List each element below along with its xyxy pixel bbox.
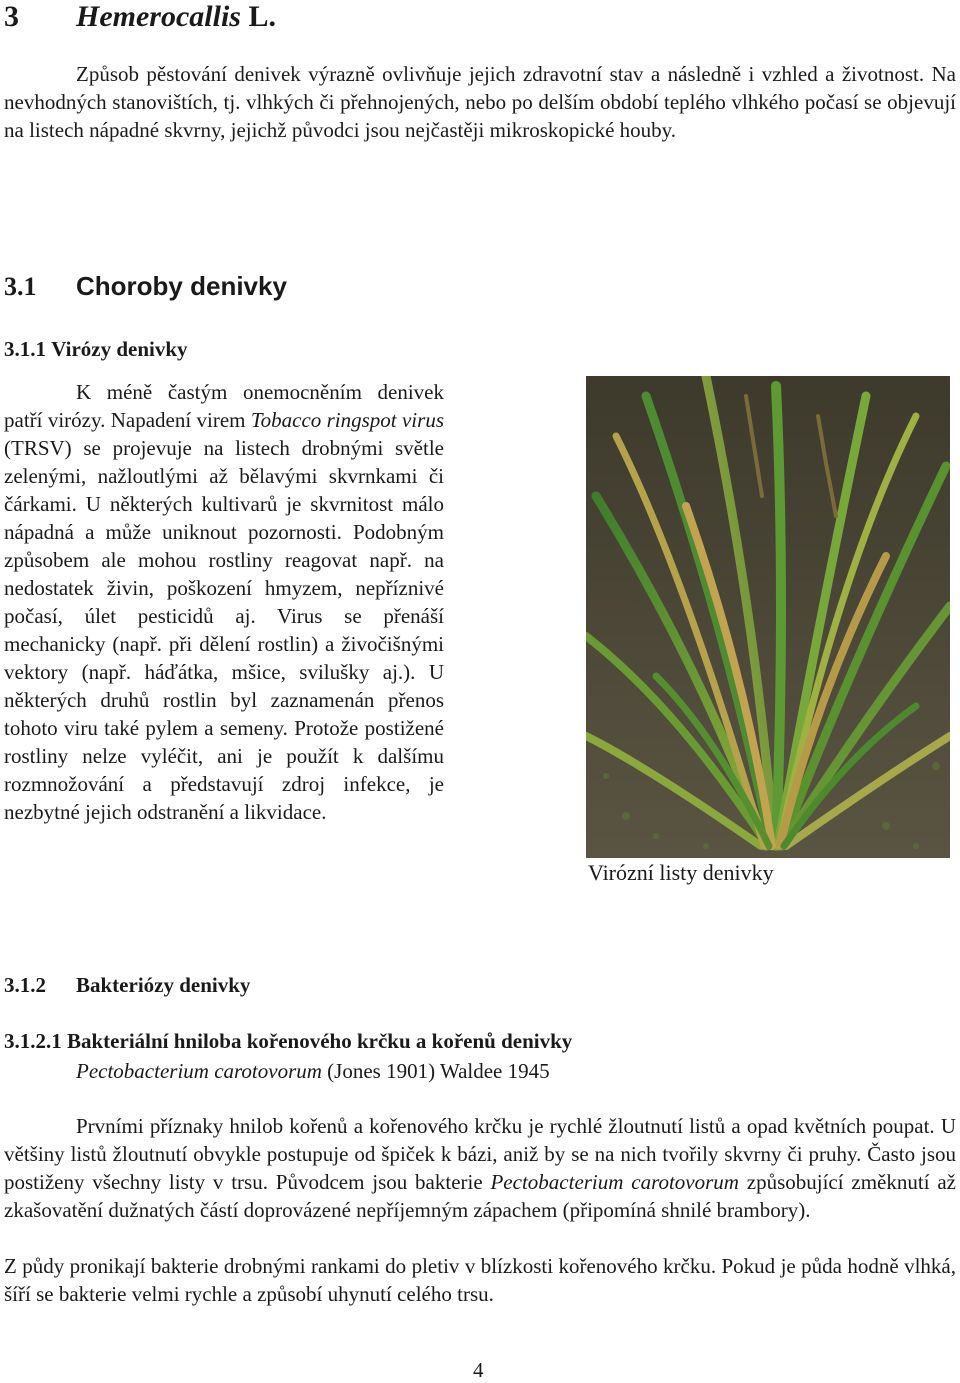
bacteriosis-paragraph-1 — [4, 1112, 956, 1224]
section-3-1-2-1-number: 3.1.2.1 — [4, 1029, 62, 1053]
bacteriosis-text-2: způsobující změknutí až zkašovatění dužnatých částí doprovázené nepříjemným zápachem (připomíná shnilé brambory). — [4, 1170, 956, 1222]
virus-name: Tobacco ringspot virus — [250, 408, 444, 432]
viroses-text-1: K méně častým onemocněním denivek patří virózy. Napadení virem — [4, 380, 444, 432]
section-3-1-1-heading — [4, 337, 188, 362]
intro-paragraph — [4, 60, 956, 144]
viroses-paragraph — [4, 378, 444, 826]
viroses-text-2: (TRSV) se projevuje na listech drobnými světle zelenými, nažloutlými až bělavými skvrnkami či čárkami. U některých kultivarů je skvrnitost málo nápadná a může uniknout pozornosti. Podobným způsobem ale mohou rostliny reagovat např. na nedostatek živin, poškození hmyzem, nepříznivé počasí, úlet pesticidů aj. Virus se přenáší mechanicky (např. při dělení rostlin) a živočišnými vektory (např. háďátka, mšice, svilušky aj.). U některých druhů rostlin byl zaznamenán přenos tohoto viru také pylem a semeny. Protože postižené rostliny nelze vyléčit, ani je použít k dalšímu rozmnožování a představují zdroj infekce, je nezbytné jejich odstranění a likvidace. — [4, 436, 444, 824]
section-3-1-2-1-title: Bakteriální hniloba kořenového krčku a kořenů denivky — [67, 1029, 573, 1053]
pathogen-name: Pectobacterium carotovorum — [76, 1059, 322, 1083]
pathogen-authority: (Jones 1901) Waldee 1945 — [321, 1059, 550, 1083]
section-3-1-2-1-heading — [4, 1029, 572, 1054]
page-number: 4 — [473, 1358, 484, 1382]
photo-caption: Virózní listy denivky — [588, 860, 774, 885]
section-3-1-2-heading — [4, 973, 250, 998]
section-3-1-1-title: Virózy denivky — [51, 337, 188, 361]
bacteriosis-text-1: Prvními příznaky hnilob kořenů a kořenového krčku je rychlé žloutnutí listů a opad květních poupat. U většiny listů žloutnutí obvykle postupuje od špiček k bázi, aniž by se na nich tvořily skvrny či pruhy. Často jsou postiženy všechny listy v trsu. Původcem jsou bakterie — [4, 1114, 956, 1194]
pathogen-line — [76, 1057, 550, 1085]
bacteriosis-pathogen: Pectobacterium carotovorum — [490, 1170, 739, 1194]
bacteriosis-text-3: Z půdy pronikají bakterie drobnými rankami do pletiv v blízkosti kořenového krčku. Pokud je půda hodně vlhká, šíří se bakterie velmi rychle a způsobí uhynutí celého trsu. — [4, 1254, 956, 1306]
bacteriosis-paragraph-2 — [4, 1252, 956, 1308]
chapter-heading — [4, 0, 276, 34]
section-3-1-title: Choroby denivky — [76, 271, 287, 301]
section-3-1-2-title: Bakteriózy denivky — [76, 973, 251, 997]
viral-leaves-photo — [586, 376, 950, 858]
section-3-1-2-number: 3.1.2 — [4, 973, 46, 997]
chapter-title-suffix: L. — [240, 0, 276, 33]
section-3-1-number: 3.1 — [4, 272, 37, 301]
chapter-number: 3 — [4, 0, 19, 33]
chapter-title-genus: Hemerocallis — [76, 0, 241, 33]
section-3-1-1-number: 3.1.1 — [4, 337, 46, 361]
section-3-1-heading — [4, 271, 287, 302]
intro-text: Způsob pěstování denivek výrazně ovlivňuje jejich zdravotní stav a následně i vzhled a životnost. Na nevhodných stanovištích, tj. vlhkých či přehnojených, nebo po delším období teplého vlhkého počasí se objevují na listech nápadné skvrny, jejichž původci jsou nejčastěji mikroskopické houby. — [4, 62, 956, 142]
